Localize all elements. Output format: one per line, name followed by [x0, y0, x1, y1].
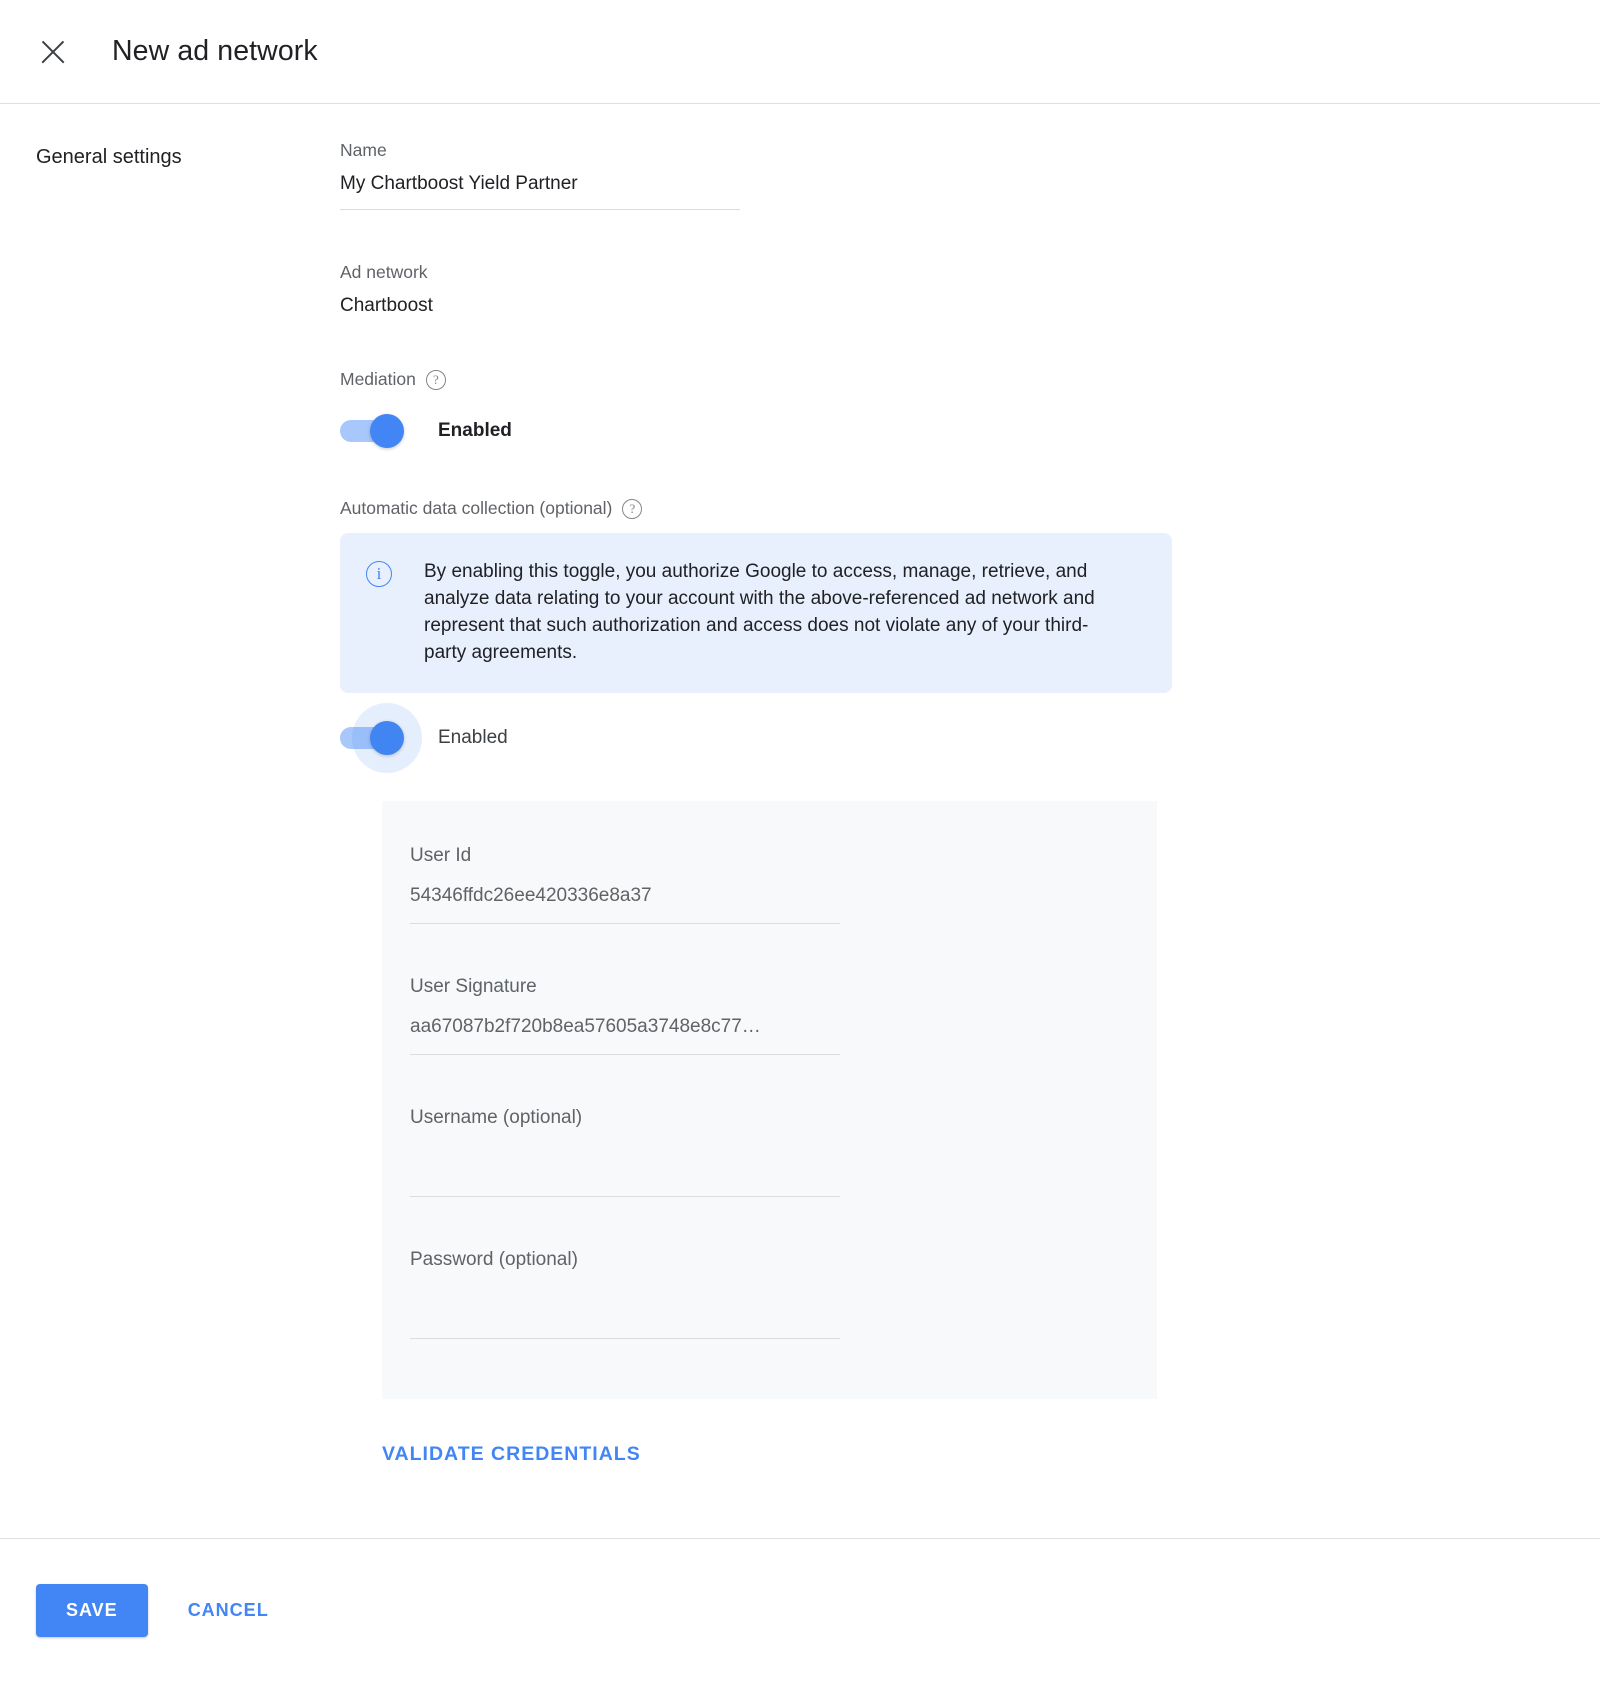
dialog-body [0, 104, 1600, 1476]
name-field[interactable] [340, 140, 740, 210]
automatic-data-collection-section [340, 498, 1560, 765]
mediation-toggle[interactable] [340, 420, 402, 442]
automatic-data-collection-toggle[interactable] [340, 727, 402, 749]
ad-network-field [340, 262, 740, 317]
user-signature-input[interactable]: aa67087b2f720b8ea57605a3748e8c77… [410, 1016, 840, 1055]
mediation-label: Mediation [340, 369, 416, 389]
authorization-callout [340, 533, 1172, 693]
password-input[interactable] [410, 1311, 840, 1339]
help-icon[interactable]: ? [622, 499, 642, 519]
password-label: Password (optional) [410, 1248, 578, 1270]
credentials-panel [382, 801, 1157, 1399]
general-settings-form [340, 140, 1600, 1476]
user-id-input[interactable]: 54346ffdc26ee420336e8a37 [410, 885, 840, 924]
save-button[interactable]: SAVE [36, 1584, 148, 1637]
mediation-toggle-state: Enabled [438, 420, 512, 441]
password-field[interactable] [410, 1249, 840, 1339]
section-title-general-settings: General settings [36, 146, 182, 168]
automatic-data-collection-toggle-state: Enabled [438, 726, 508, 748]
username-field[interactable] [410, 1107, 840, 1197]
help-icon[interactable]: ? [426, 370, 446, 390]
ad-network-label: Ad network [340, 262, 428, 282]
info-icon: i [366, 561, 392, 587]
toggle-knob-icon [370, 414, 404, 448]
mediation-toggle-row [340, 404, 1560, 458]
user-signature-field[interactable] [410, 976, 840, 1055]
page-title: New ad network [112, 35, 318, 67]
close-icon[interactable] [36, 35, 70, 69]
toggle-knob-icon [370, 721, 404, 755]
automatic-data-collection-toggle-row [340, 711, 1560, 765]
mediation-section [340, 369, 1560, 458]
cancel-button[interactable]: CANCEL [182, 1599, 275, 1622]
authorization-callout-text: By enabling this toggle, you authorize Google to access, manage, retrieve, and analyze data relating to your account with the above-referenced ad network and represent that such authorization and access does not violate any of your third-party agreements. [424, 561, 1095, 663]
user-id-field[interactable] [410, 845, 840, 924]
automatic-data-collection-label-row [340, 498, 1560, 519]
dialog-footer [0, 1538, 1600, 1682]
validate-credentials-button[interactable]: VALIDATE CREDENTIALS [382, 1442, 641, 1465]
user-signature-label: User Signature [410, 975, 537, 997]
dialog-header [0, 0, 1600, 104]
automatic-data-collection-label: Automatic data collection (optional) [340, 498, 613, 518]
username-input[interactable] [410, 1169, 840, 1197]
user-id-label: User Id [410, 844, 472, 866]
name-field-label: Name [340, 140, 387, 160]
mediation-label-row [340, 369, 1560, 390]
ad-network-value: Chartboost [340, 295, 433, 316]
username-label: Username (optional) [410, 1106, 583, 1128]
name-input[interactable]: My Chartboost Yield Partner [340, 173, 740, 210]
